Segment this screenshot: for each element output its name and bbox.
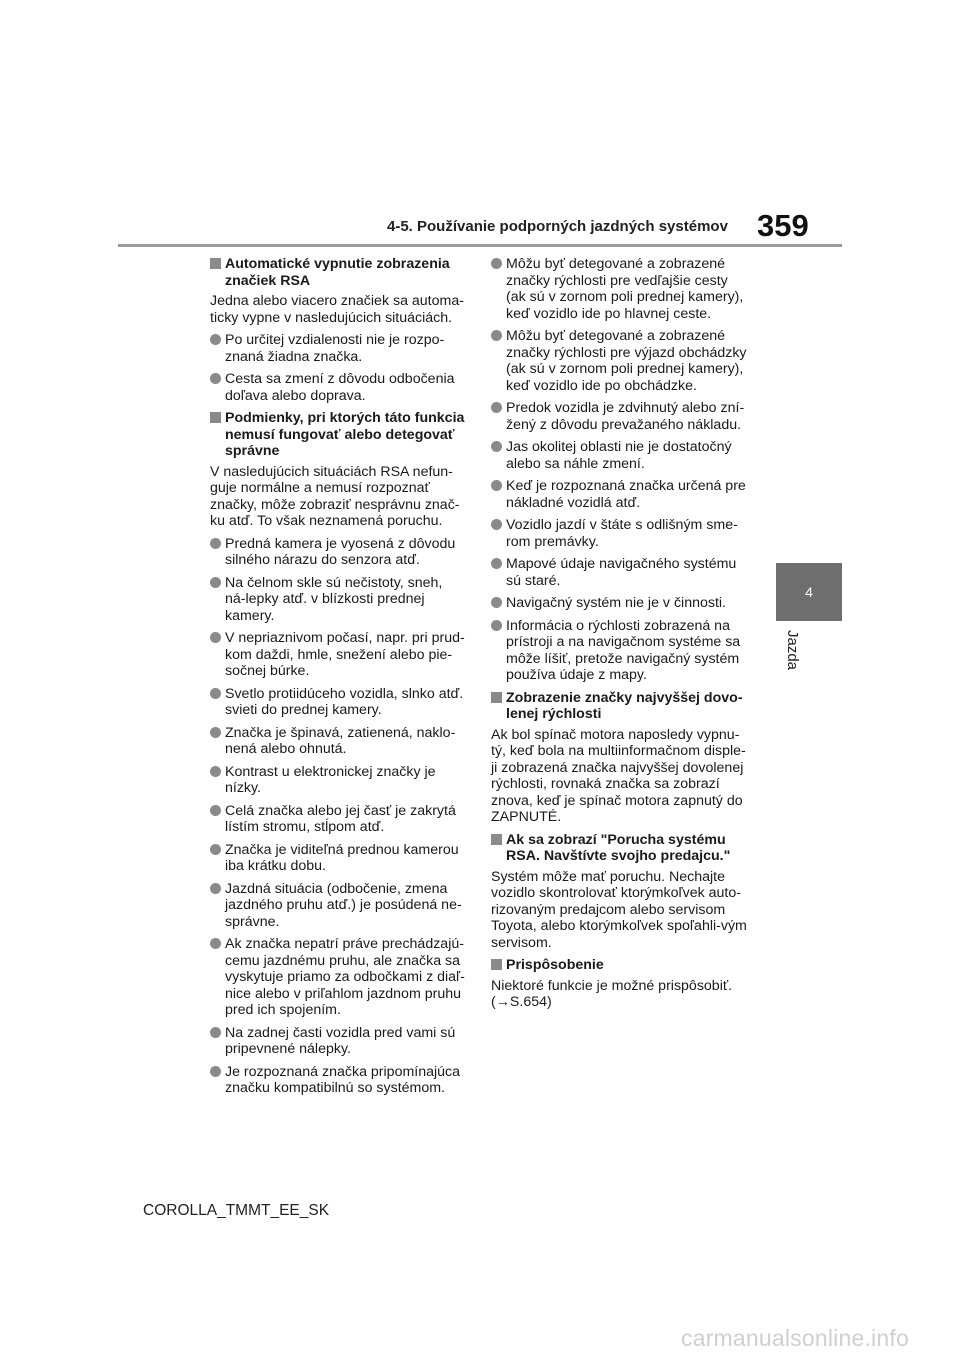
text: Je rozpoznaná značka pripomínajúca značku kompatibilnú so systémom.: [225, 1063, 461, 1096]
text: Automatické vypnutie zobrazenia značiek RSA: [225, 256, 450, 289]
list-item: [491, 400, 747, 433]
list-item: [210, 842, 466, 875]
text: Ak značka nepatrí práve prechádzajú-cemu jazdnému pruhu, ale značka sa vyskytuje priamo za odbočkami z diaľ-nice alebo v priľahlom jazdnom pruhu pred ich spojením.: [225, 936, 465, 1018]
text: Na zadnej časti vozidla pred vami sú pripevnené nálepky.: [225, 1024, 456, 1057]
round-bullet-icon: [210, 805, 221, 816]
round-bullet-icon: [210, 688, 221, 699]
paragraph: [210, 464, 466, 530]
square-bullet-icon: [210, 258, 221, 269]
round-bullet-icon: [210, 373, 221, 384]
round-bullet-icon: [210, 334, 221, 345]
text: Niektoré funkcie je možné prispôsobiť. (→S.654): [491, 977, 733, 1010]
text: Vozidlo jazdí v štáte s odlišným sme-rom premávky.: [506, 517, 738, 550]
round-bullet-icon: [210, 766, 221, 777]
list-item: [210, 764, 466, 797]
round-bullet-icon: [210, 844, 221, 855]
round-bullet-icon: [491, 620, 502, 631]
round-bullet-icon: [491, 330, 502, 341]
list-item: [210, 575, 466, 625]
text: Na čelnom skle sú nečistoty, sneh, ná-lepky atď. v blízkosti prednej kamery.: [225, 574, 443, 624]
list-item: [491, 595, 747, 612]
text: Mapové údaje navigačného systému sú staré.: [506, 556, 737, 589]
text: Môžu byť detegované a zobrazené značky rýchlosti pre vedľajšie cesty (ak sú v zornom poli prednej kamery), keď vozidlo ide po hlavnej ceste.: [506, 256, 744, 322]
text: Navigačný systém nie je v činnosti.: [506, 595, 726, 611]
text: Informácia o rýchlosti zobrazená na prístroji a na navigačnom systéme sa môže líšiť, pretože navigačný systém používa údaje z mapy.: [506, 617, 741, 683]
list-item: [210, 936, 466, 1019]
text: Ak bol spínač motora naposledy vypnu-tý, keď bola na multiinformačnom disple-ji zobrazená značka najvyššej dovolenej rýchlosti, rovnaká značka sa zobrazí znova, keď je spínač motora zapnutý do ZAPNUTÉ.: [491, 726, 746, 825]
list-item: [210, 803, 466, 836]
text: Kontrast u elektronickej značky je nízky.: [225, 763, 436, 796]
text: Prispôsobenie: [506, 957, 604, 973]
round-bullet-icon: [210, 938, 221, 949]
section-heading: [491, 957, 747, 974]
round-bullet-icon: [491, 441, 502, 452]
chapter-tab: 4: [776, 563, 842, 621]
text: Značka je viditeľná prednou kamerou iba krátku dobu.: [225, 841, 459, 874]
square-bullet-icon: [210, 412, 221, 423]
text: Môžu byť detegované a zobrazené značky rýchlosti pre výjazd obchádzky (ak sú v zornom poli prednej kamery), keď vozidlo ide po obchádzke.: [506, 328, 747, 394]
right-column: [491, 256, 747, 1017]
text: Ak sa zobrazí "Porucha systému RSA. Navštívte svojho predajcu.": [506, 831, 731, 864]
header-divider: [118, 244, 842, 247]
section-heading: [491, 832, 747, 865]
list-item: [491, 439, 747, 472]
list-item: [491, 478, 747, 511]
page-number: 359: [757, 208, 809, 243]
list-item: [210, 536, 466, 569]
text: Zobrazenie značky najvyššej dovo-lenej rýchlosti: [506, 689, 743, 722]
text: V nepriaznivom počasí, napr. pri prud-kom daždi, hmle, snežení alebo pie-sočnej búrke.: [225, 630, 465, 679]
list-item: [210, 1025, 466, 1058]
round-bullet-icon: [491, 558, 502, 569]
left-column: [210, 256, 466, 1103]
list-item: [491, 256, 747, 322]
list-item: [210, 371, 466, 404]
list-item: [210, 686, 466, 719]
text: Jedna alebo viacero značiek sa automa-ticky vypne v nasledujúcich situáciách.: [210, 293, 464, 326]
text: Predná kamera je vyosená z dôvodu silného nárazu do senzora atď.: [225, 535, 456, 568]
section-title: 4-5. Používanie podporných jazdných systémov: [387, 218, 728, 235]
section-heading: [210, 410, 466, 460]
round-bullet-icon: [491, 402, 502, 413]
section-heading: [210, 256, 466, 289]
text: Značka je špinavá, zatienená, naklo-nená alebo ohnutá.: [225, 724, 456, 757]
list-item: [491, 328, 747, 394]
list-item: [491, 618, 747, 684]
list-item: [491, 517, 747, 550]
section-heading: [491, 690, 747, 723]
round-bullet-icon: [210, 883, 221, 894]
list-item: [210, 881, 466, 931]
chapter-label: Jazda: [784, 630, 801, 671]
paragraph: [491, 727, 747, 826]
text: Svetlo protiidúceho vozidla, slnko atď. svieti do prednej kamery.: [225, 685, 464, 718]
square-bullet-icon: [491, 959, 502, 970]
round-bullet-icon: [210, 577, 221, 588]
list-item: [210, 630, 466, 680]
round-bullet-icon: [210, 1066, 221, 1077]
round-bullet-icon: [491, 519, 502, 530]
round-bullet-icon: [210, 727, 221, 738]
list-item: [210, 1064, 466, 1097]
list-item: [210, 725, 466, 758]
text: Keď je rozpoznaná značka určená pre nákladné vozidlá atď.: [506, 478, 746, 511]
list-item: [491, 556, 747, 589]
text: Predok vozidla je zdvihnutý alebo zní-žený z dôvodu prevažaného nákladu.: [506, 400, 745, 433]
square-bullet-icon: [491, 834, 502, 845]
paragraph: [491, 869, 747, 952]
round-bullet-icon: [210, 632, 221, 643]
round-bullet-icon: [491, 258, 502, 269]
paragraph: [210, 293, 466, 326]
text: Systém môže mať poruchu. Nechajte vozidlo skontrolovať ktorýmkoľvek auto-rizovaným predajcom alebo servisom Toyota, alebo ktorýmkoľvek spoľahli-vým servisom.: [491, 868, 747, 951]
square-bullet-icon: [491, 692, 502, 703]
text: Jazdná situácia (odbočenie, zmena jazdného pruhu atď.) je posúdená ne-správne.: [225, 880, 462, 930]
text: V nasledujúcich situáciách RSA nefun-guje normálne a nemusí rozpoznať značky, môže zobraziť nesprávnu znač-ku atď. To však neznamená poruchu.: [210, 463, 460, 529]
round-bullet-icon: [210, 538, 221, 549]
round-bullet-icon: [491, 597, 502, 608]
text: Cesta sa zmení z dôvodu odbočenia doľava alebo doprava.: [225, 371, 455, 404]
paragraph: [491, 978, 747, 1011]
watermark: carmanualsonline.info: [681, 1325, 909, 1351]
document-code: COROLLA_TMMT_EE_SK: [143, 1202, 330, 1219]
text: Jas okolitej oblasti nie je dostatočný alebo sa náhle zmení.: [506, 439, 732, 472]
round-bullet-icon: [491, 480, 502, 491]
text: Podmienky, pri ktorých táto funkcia nemusí fungovať alebo detegovať správne: [225, 410, 465, 459]
text: Po určitej vzdialenosti nie je rozpo-znaná žiadna značka.: [225, 332, 445, 365]
text: Celá značka alebo jej časť je zakrytá lístím stromu, stĺpom atď.: [225, 802, 456, 835]
round-bullet-icon: [210, 1027, 221, 1038]
list-item: [210, 332, 466, 365]
